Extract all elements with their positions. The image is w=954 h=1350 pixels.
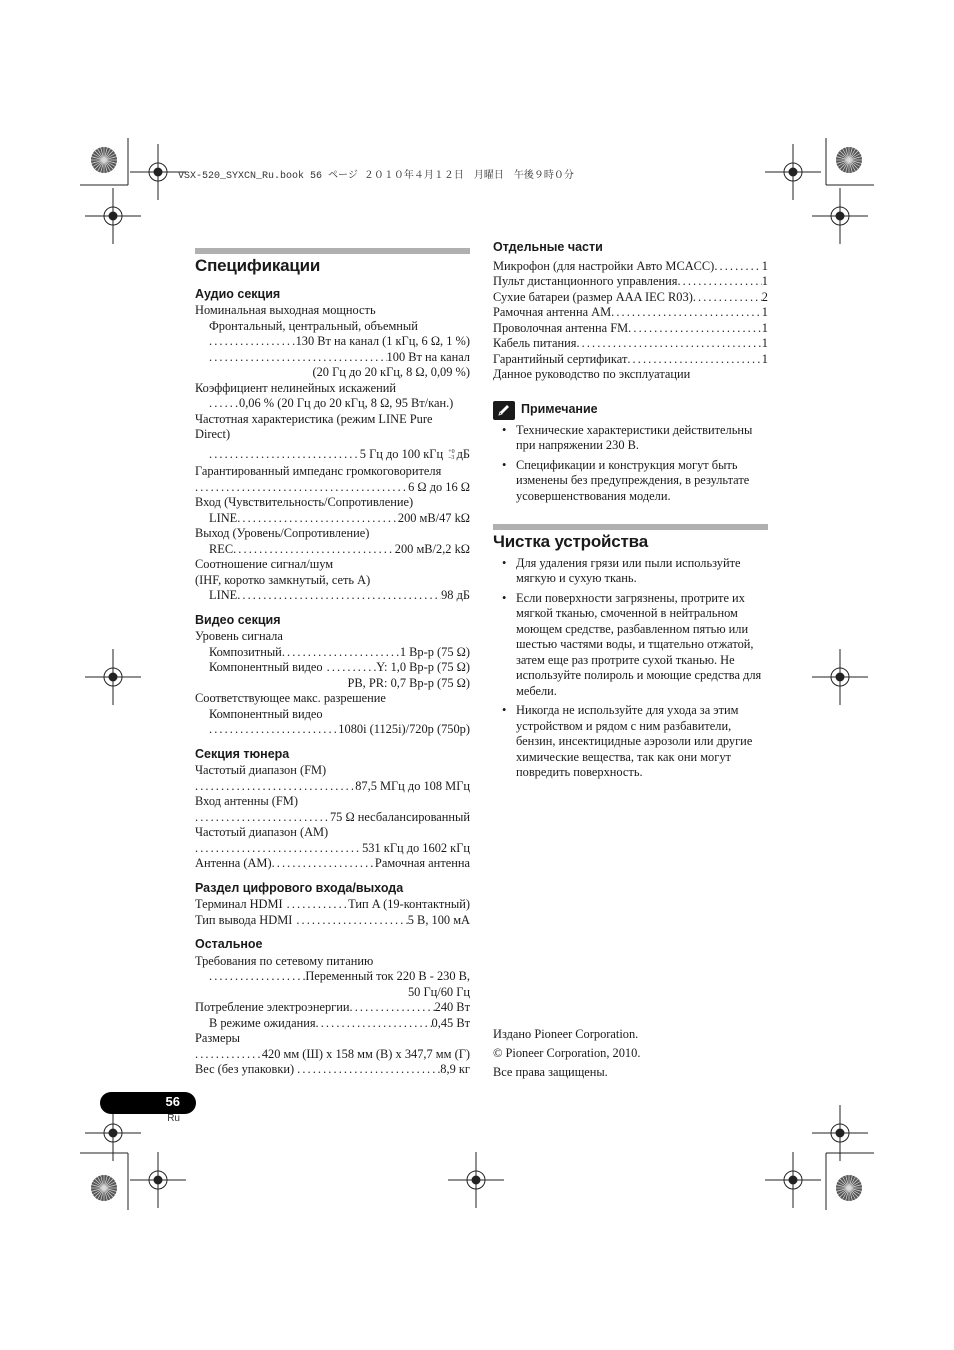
frequency-response-label: Частотная характеристика (режим LINE Pure Direct)	[195, 411, 433, 441]
parts-heading: Отдельные части	[493, 240, 603, 254]
page-number: 56	[165, 1094, 180, 1109]
cleaning-item: • Никогда не используйте для ухода за этим устройством и рядом с ним разбавители, бензин, инсектицидные аэрозоли или другие химические вещества, так как они могут повредить поверхность.	[493, 703, 768, 781]
pencil-note-icon	[493, 401, 515, 420]
am-range-label: Частотый диапазон (AM)	[195, 825, 329, 839]
rated-power-label: Номинальная выходная мощность	[195, 303, 376, 317]
section-rule	[195, 248, 470, 254]
cleaning-title: Чистка устройства	[493, 532, 648, 551]
dimensions-row	[195, 1047, 470, 1063]
consumption-row	[195, 1000, 470, 1016]
parts-item-qty: 1	[761, 274, 768, 288]
parts-item-label: Сухие батареи (размер AAA IEC R03)	[493, 289, 693, 304]
snr-condition: (IHF, коротко замкнутый, сеть А)	[195, 572, 371, 587]
max-resolution-label: Соответствующее макс. разрешение	[195, 691, 386, 705]
video-section-heading: Видео секция	[195, 612, 281, 627]
dimensions-value: 420 мм (Ш) x 158 мм (В) x 347,7 мм (Г)	[261, 1046, 470, 1061]
parts-list	[493, 259, 768, 368]
am-range-value: 531 кГц до 1602 кГц	[362, 840, 470, 855]
freq-tolerance-minus: –3	[448, 454, 455, 461]
output-label: Выход (Уровень/Сопротивление)	[195, 526, 370, 540]
specifications-column	[195, 248, 470, 1078]
front-channels-label: Фронтальный, центральный, объемный	[209, 318, 418, 333]
publisher-line-3: Все права защищены.	[493, 1065, 608, 1079]
component-video-label: Компонентный видео	[209, 706, 323, 721]
output-value: 200 мВ/2,2 kΩ	[394, 541, 470, 556]
note-item: • Спецификации и конструкция могут быть изменены без предупреждения, в результате усовершенствования модели.	[493, 458, 768, 505]
output-rec-label: REC	[209, 541, 234, 556]
fm-range-value: 87,5 МГц до 108 МГц	[355, 778, 470, 793]
hdmi-terminal-value: Тип A (19-контактный)	[348, 897, 470, 911]
thd-label: Коэффициент нелинейных искажений	[195, 380, 396, 395]
power-requirements-row	[195, 969, 470, 985]
impedance-value: 6 Ω до 16 Ω	[408, 479, 470, 494]
parts-item-label: Микрофон (для настройки Авто MCACC)	[493, 258, 715, 273]
am-antenna-row	[195, 856, 470, 872]
power-value-1: 130 Вт на канал (1 кГц, 6 Ω, 1 %)	[295, 334, 470, 348]
input-row	[195, 511, 470, 527]
impedance-label: Гарантированный импеданс громкоговорителя	[195, 464, 442, 478]
power-requirements-label: Требования по сетевому питанию	[195, 953, 374, 968]
note-item: • Технические характеристики действительны при напряжении 230 В.	[493, 423, 768, 454]
power-requirements-value-2: 50 Гц/60 Гц	[407, 984, 470, 999]
fm-antenna-value: 75 Ω несбалансированный	[329, 809, 470, 824]
component-value-2: PB, PR: 0,7 Вр-р (75 Ω)	[347, 675, 470, 690]
digital-section-heading: Раздел цифрового входа/выхода	[195, 880, 404, 895]
note-list	[493, 423, 768, 505]
standby-value: 0,45 Вт	[431, 1015, 470, 1030]
right-column	[493, 240, 768, 785]
tuner-section-heading: Секция тюнера	[195, 746, 290, 761]
power-row-2	[195, 350, 470, 366]
publisher-line-2: © Pioneer Corporation, 2010.	[493, 1046, 641, 1060]
fm-range-label: Частотый диапазон (FM)	[195, 763, 327, 777]
hdmi-output-label: Тип вывода HDMI	[195, 912, 293, 927]
parts-item-label: Гарантийный сертификат	[493, 351, 628, 366]
frequency-response-row	[195, 447, 470, 463]
snr-line-label: LINE	[209, 588, 238, 602]
weight-value: 8,9 кг	[440, 1062, 470, 1076]
dimensions-label: Размеры	[195, 1031, 240, 1045]
fm-antenna-row	[195, 810, 470, 826]
parts-item	[493, 290, 768, 306]
parts-item	[493, 321, 768, 337]
parts-item-qty: 2	[761, 289, 768, 304]
parts-item	[493, 274, 768, 290]
component-row	[195, 660, 470, 676]
power-row-1	[195, 334, 470, 350]
am-antenna-value: Рамочная антенна	[374, 856, 470, 870]
parts-item	[493, 352, 768, 368]
weight-row	[195, 1062, 470, 1078]
input-value: 200 мВ/47 kΩ	[397, 510, 470, 525]
snr-label: Соотношение сигнал/шум	[195, 557, 334, 571]
am-range-row	[195, 841, 470, 857]
am-antenna-label: Антенна (AM)	[195, 856, 272, 870]
hdmi-terminal-row	[195, 897, 470, 913]
publisher-info	[493, 1025, 640, 1082]
parts-item-label: Проволочная антенна FM	[493, 320, 629, 335]
consumption-value: 240 Вт	[434, 1000, 470, 1014]
parts-item-qty: 1	[761, 258, 768, 273]
standby-label: В режиме ожидания	[209, 1015, 316, 1030]
specifications-title: Спецификации	[195, 256, 321, 275]
frequency-response-value: 5 Гц до 100 кГц +0 –3 дБ	[359, 446, 470, 461]
output-row	[195, 542, 470, 558]
note-header	[493, 401, 768, 420]
freq-tolerance-plus: +0	[448, 448, 455, 455]
cleaning-list	[493, 556, 768, 781]
power-requirements-value: Переменный ток 220 В - 230 В,	[305, 969, 470, 983]
thd-row	[195, 396, 470, 412]
weight-label: Вес (без упаковки)	[195, 1062, 295, 1076]
fm-range-row	[195, 779, 470, 795]
composite-label: Композитный	[209, 644, 282, 659]
parts-item-qty: 1	[761, 351, 768, 366]
hdmi-output-row	[195, 913, 470, 929]
composite-value: 1 Вр-р (75 Ω)	[399, 644, 470, 659]
snr-value: 98 дБ	[441, 588, 470, 602]
section-rule	[493, 524, 768, 530]
cleaning-item: • Если поверхности загрязнены, протрите их мягкой тканью, смоченной в нейтральном моющем средстве, разбавленном пятью или шестью частями воды, и тщательно отжатой, затем еще раз протрите сухой тканью. Не используйте полироль и моющие средства для мебели.	[493, 591, 768, 700]
power-value-2: 100 Вт на канал	[386, 349, 470, 364]
parts-item-qty: 1	[761, 336, 768, 350]
input-line-label: LINE	[209, 510, 238, 525]
parts-item	[493, 336, 768, 352]
standby-row	[195, 1016, 470, 1032]
parts-item	[493, 305, 768, 321]
thd-value: 0,06 % (20 Гц до 20 кГц, 8 Ω, 95 Вт/кан.)	[239, 396, 454, 410]
consumption-label: Потребление электроэнергии	[195, 1000, 350, 1014]
parts-item-qty: 1	[761, 305, 768, 319]
signal-level-label: Уровень сигнала	[195, 629, 283, 643]
page-language: Ru	[167, 1113, 180, 1124]
cleaning-item: • Для удаления грязи или пыли используйте мягкую и сухую ткань.	[493, 556, 768, 587]
parts-manual: Данное руководство по эксплуатации	[493, 367, 691, 381]
composite-row	[195, 645, 470, 661]
publisher-line-1: Издано Pioneer Corporation.	[493, 1027, 639, 1041]
parts-item-qty: 1	[761, 320, 768, 335]
note-title: Примечание	[521, 402, 598, 417]
file-info-header: VSX-520_SYXCN_Ru.book 56 ページ ２０１０年４月１２日 月曜日 午後９時０分	[178, 171, 574, 182]
impedance-row	[195, 480, 470, 496]
component-value: Y: 1,0 Вр-р (75 Ω)	[376, 660, 470, 674]
misc-section-heading: Остальное	[195, 937, 263, 951]
parts-item	[493, 259, 768, 275]
input-label: Вход (Чувствительность/Сопротивление)	[195, 495, 414, 509]
power-value-2-cont: (20 Гц до 20 кГц, 8 Ω, 0,09 %)	[312, 365, 470, 379]
component-label: Компонентный видео	[209, 660, 323, 674]
fm-antenna-label: Вход антенны (FM)	[195, 794, 298, 808]
parts-item-label: Пульт дистанционного управления	[493, 274, 678, 288]
parts-item-label: Кабель питания	[493, 336, 577, 350]
audio-section-heading: Аудио секция	[195, 286, 281, 301]
snr-row	[195, 588, 470, 604]
max-resolution-value: 1080i (1125i)/720p (750p)	[338, 722, 470, 736]
max-resolution-row	[195, 722, 470, 738]
hdmi-output-value: 5 В, 100 мА	[407, 912, 470, 927]
hdmi-terminal-label: Терминал HDMI	[195, 897, 283, 911]
parts-item-label: Рамочная антенна AM	[493, 305, 612, 319]
